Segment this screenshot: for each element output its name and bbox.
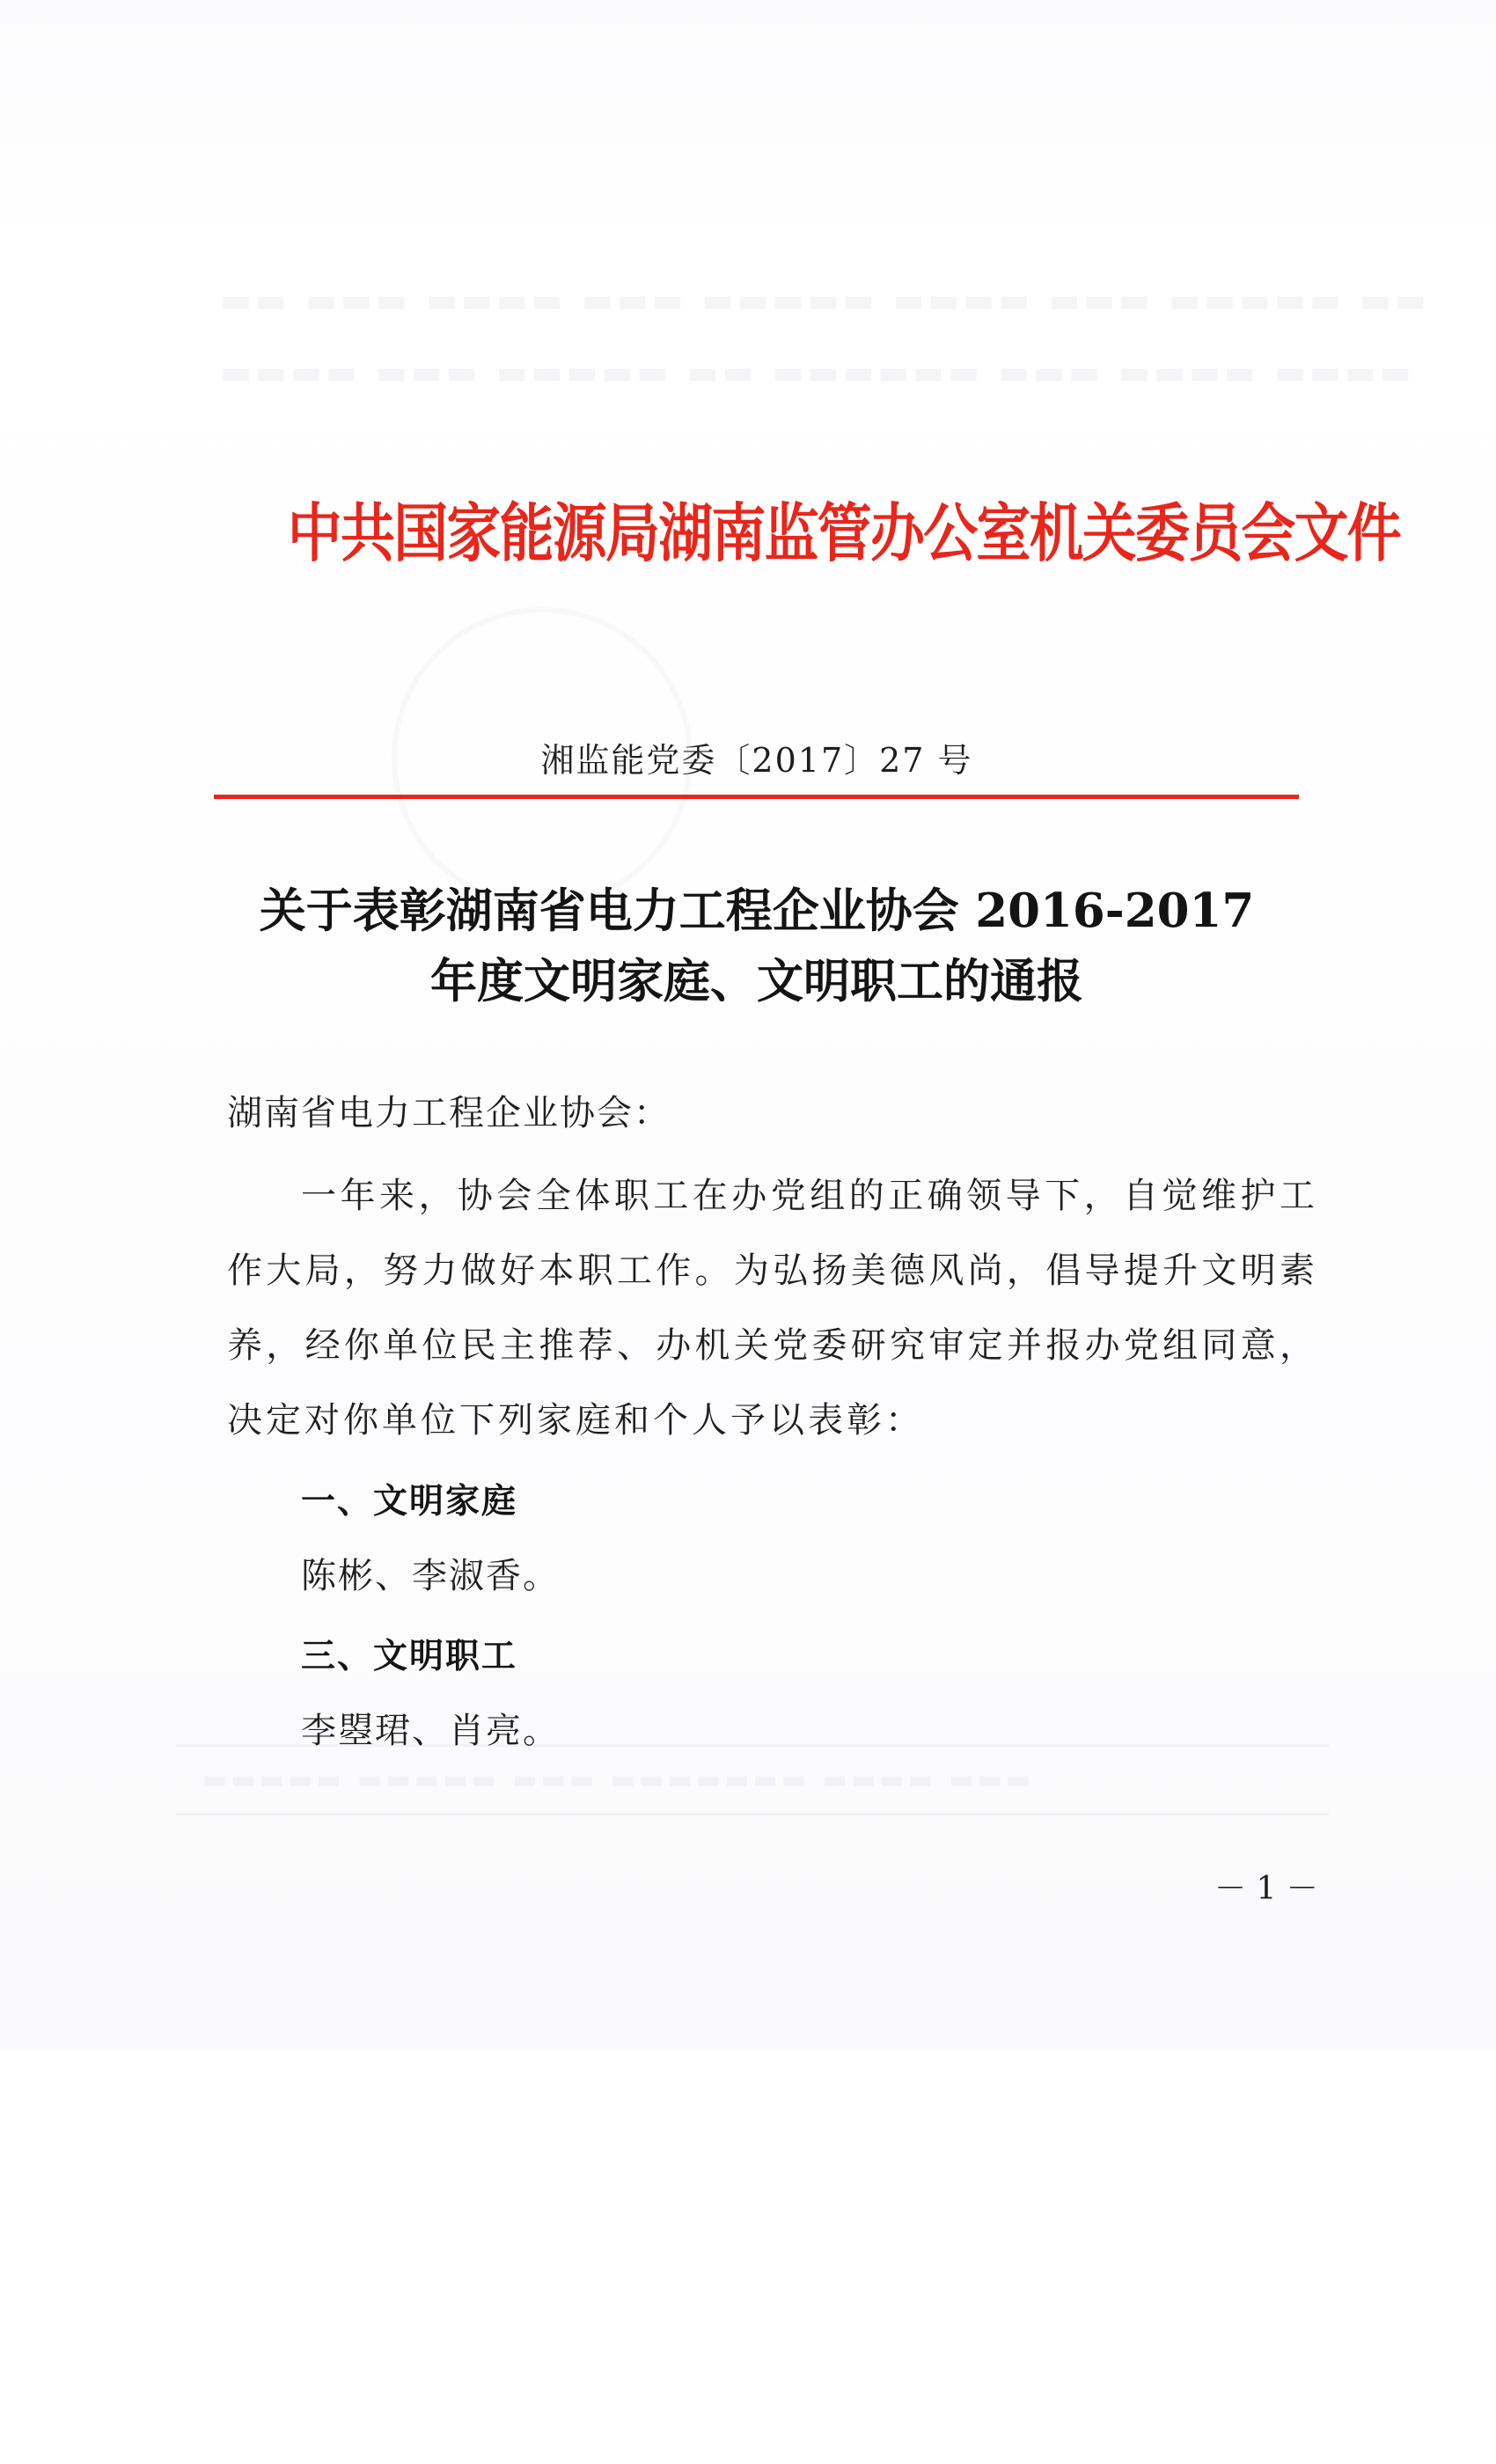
page-number: － 1 － bbox=[1214, 1871, 1318, 1907]
salutation: 湖南省电力工程企业协会： bbox=[227, 1093, 671, 1133]
notice-title bbox=[176, 876, 1338, 1016]
notice-title-line-2: 年度文明家庭、文明职工的通报 bbox=[430, 954, 1083, 1008]
body-paragraph: 一年来，协会全体职工在办党组的正确领导下，自觉维护工作大局，努力做好本职工作。为弘扬美德风尚，倡导提升文明素养，经你单位民主推荐、办机关党委研究审定并报办党组同意，决定对你单位下列家庭和个人予以表彰： bbox=[227, 1176, 1318, 1441]
bleed-through-rule bbox=[176, 1813, 1329, 1815]
bleed-through-text: ▬▬ ▬▬▬ ▬▬▬▬ ▬▬▬ ▬▬▬▬▬ ▬▬▬▬ ▬▬▬ ▬▬▬▬▬ ▬▬ bbox=[220, 280, 1430, 319]
notice-body bbox=[227, 1087, 1318, 1768]
document-number: 湘监能党委〔2017〕27 号 bbox=[540, 741, 973, 780]
honoree-names-staff: 李曌珺、肖亮。 bbox=[301, 1711, 560, 1751]
red-separator-rule bbox=[214, 795, 1299, 799]
notice-title-line-1: 关于表彰湖南省电力工程企业协会 2016-2017 bbox=[259, 884, 1255, 938]
honoree-names-family: 陈彬、李淑香。 bbox=[301, 1556, 560, 1596]
bleed-through-text: ▬▬▬▬ ▬▬▬ ▬▬▬▬▬ ▬▬ ▬▬▬▬▬▬ ▬▬▬ ▬▬▬▬ ▬▬▬▬ bbox=[220, 352, 1415, 392]
section-heading-civilized-staff: 三、文明职工 bbox=[301, 1637, 518, 1676]
section-heading-civilized-family: 一、文明家庭 bbox=[301, 1482, 518, 1522]
document-header-title: 中共国家能源局湖南监管办公室机关委员会文件 bbox=[287, 496, 1401, 570]
bleed-through-text: ▬▬▬▬▬ ▬▬▬▬▬ ▬▬▬ ▬▬▬▬▬▬▬ ▬▬▬▬ ▬▬▬ bbox=[202, 1764, 1035, 1795]
